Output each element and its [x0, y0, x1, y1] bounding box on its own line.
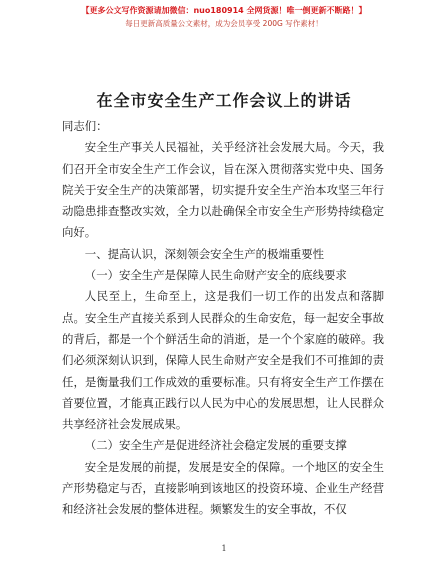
- salutation: 同志们：: [62, 119, 108, 133]
- subsection-heading: （二）安全生产是促进经济社会稳定发展的重要支撑: [84, 438, 347, 453]
- section-heading: 一、提高认识，深刻领会安全生产的极端重要性: [84, 246, 325, 261]
- paragraph: 安全生产事关人民福祉，关乎经济社会发展大局。今天，我们召开全市安全生产工作会议，旨在深入贯彻落实党中央、国务院关于安全生产的决策部署，切实提升安全生产治本攻坚三年行动隐患排查整改实效，全力以赴确保全市安全生产形势持续稳定向好。: [62, 140, 384, 240]
- document-body: [62, 116, 384, 521]
- header-banner: [0, 4, 448, 30]
- paragraph: 人民至上，生命至上，这是我们一切工作的出发点和落脚点。安全生产直接关系到人民群众的生命安危，每一起安全事故的背后，都是一个个鲜活生命的消逝，是一个个家庭的破碎。我们必须深刻认识到，保障人民生命财产安全是我们不可推卸的责任，是衡量我们工作成效的重要标准。只有将安全生产工作摆在首要位置，才能真正践行以人民为中心的发展思想，让人民群众共享经济社会发展成果。: [62, 289, 384, 432]
- promo-line-2: 每日更新高质量公文素材，成为会员享受 200G 写作素材！: [125, 19, 323, 28]
- document-title: 在全市安全生产工作会议上的讲话: [96, 91, 352, 110]
- promo-line-1: 【更多公文写作资源请加微信：nuo180914 全网货源！唯一倒更新不断路！】: [81, 6, 367, 15]
- subsection-heading: （一）安全生产是保障人民生命财产安全的底线要求: [84, 268, 347, 283]
- paragraph: 安全是发展的前提，发展是安全的保障。一个地区的安全生产形势稳定与否，直接影响到该地区的投资环境、企业生产经营和经济社会发展的整体进程。频繁发生的安全事故，不仅: [62, 459, 384, 517]
- page-number: 1: [221, 544, 227, 553]
